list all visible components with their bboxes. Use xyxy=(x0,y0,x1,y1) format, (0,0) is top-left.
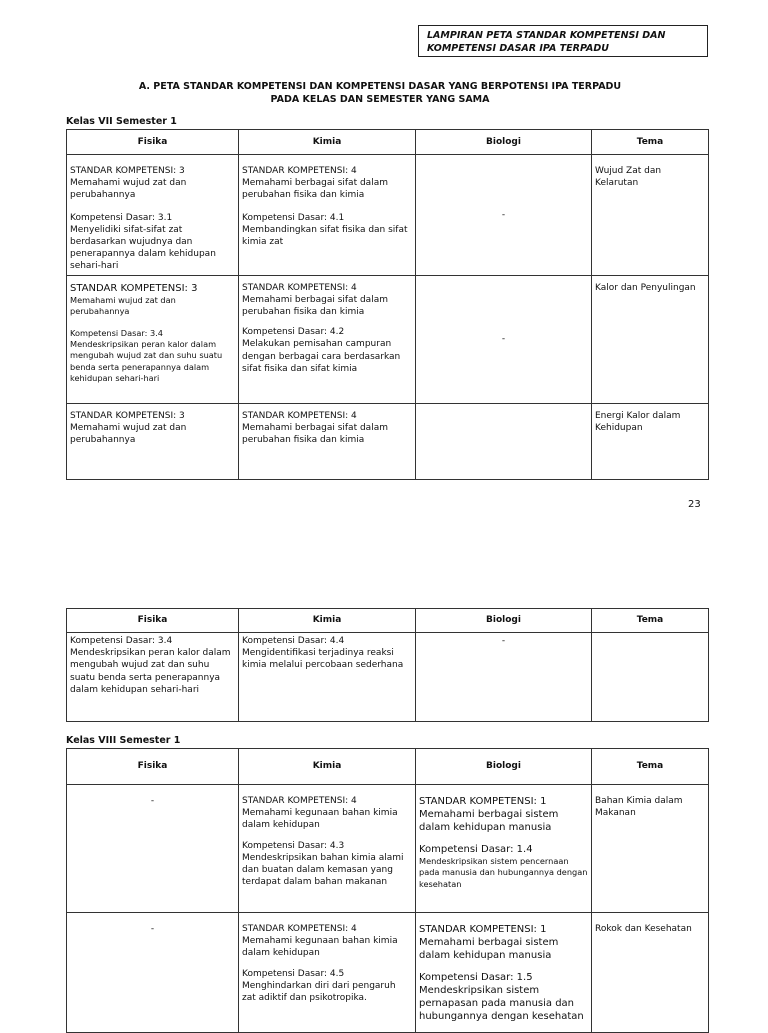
biologi-cell: - xyxy=(416,155,592,276)
appendix-title-line2: KOMPETENSI DASAR IPA TERPADU xyxy=(427,43,610,54)
fisika-cell xyxy=(67,275,239,403)
header-fisika: Fisika xyxy=(67,609,239,633)
continuation-table xyxy=(66,608,709,722)
table-row xyxy=(67,155,709,276)
kimia-cell xyxy=(239,275,416,403)
kd-text: Menyelidiki sifat-sifat zat berdasarkan wujudnya dan penerapannya dalam kehidupan sehari-hari xyxy=(70,224,216,272)
page-number: 23 xyxy=(688,499,701,510)
header-kimia: Kimia xyxy=(239,609,416,633)
fisika-cell: - xyxy=(67,913,239,1033)
fisika-cell xyxy=(67,633,239,722)
biologi-cell xyxy=(416,403,592,479)
kd-text: Mengidentifikasi terjadinya reaksi kimia melalui percobaan sederhana xyxy=(242,648,404,671)
tema-cell: Wujud Zat dan Kelarutan xyxy=(592,155,709,276)
header-fisika: Fisika xyxy=(67,749,239,785)
kd-label: Kompetensi Dasar: 1.5 xyxy=(419,971,533,983)
header-tema: Tema xyxy=(592,130,709,155)
kd-label: Kompetensi Dasar: 4.3 xyxy=(242,840,345,851)
kd-text: Mendeskripsikan sistem pencernaan pada manusia dan hubungannya dengan kesehatan xyxy=(419,855,588,889)
sk-text: Memahami berbagai sifat dalam perubahan fisika dan kimia xyxy=(242,178,388,201)
sk-label: STANDAR KOMPETENSI: 4 xyxy=(242,410,357,421)
kd-text: Mendeskripsikan peran kalor dalam mengubah wujud zat dan suhu suatu benda serta penerapannya dalam kehidupan sehari-hari xyxy=(70,339,223,384)
table-row xyxy=(67,913,709,1033)
sk-text: Memahami kegunaan bahan kimia dalam kehidupan xyxy=(242,936,398,959)
sk-text: Memahami kegunaan bahan kimia dalam kehidupan xyxy=(242,808,398,831)
kd-label: Kompetensi Dasar: 4.1 xyxy=(242,212,345,223)
table-header-row xyxy=(67,609,709,633)
kelas7-label: Kelas VII Semester 1 xyxy=(66,116,177,127)
tema-cell: Rokok dan Kesehatan xyxy=(592,913,709,1033)
biologi-cell xyxy=(416,913,592,1033)
kd-label: Kompetensi Dasar: 3.4 xyxy=(70,327,163,338)
fisika-cell: - xyxy=(67,785,239,913)
table-row xyxy=(67,785,709,913)
kd-text: Mendeskripsikan bahan kimia alami dan buatan dalam kemasan yang terdapat dalam bahan makanan xyxy=(242,852,404,888)
sk-text: Memahami berbagai sifat dalam perubahan fisika dan kimia xyxy=(242,294,388,318)
section-heading-line1: A. PETA STANDAR KOMPETENSI DAN KOMPETENSI DASAR YANG BERPOTENSI IPA TERPADU xyxy=(138,81,622,92)
tema-cell xyxy=(592,633,709,722)
tema-cell: Energi Kalor dalam Kehidupan xyxy=(592,403,709,479)
table-header-row xyxy=(67,130,709,155)
sk-text: Memahami berbagai sistem dalam kehidupan manusia xyxy=(419,937,559,962)
appendix-title-box xyxy=(418,25,708,57)
sk-label: STANDAR KOMPETENSI: 4 xyxy=(242,166,357,176)
sk-text: Memahami wujud zat dan perubahannya xyxy=(70,422,187,446)
sk-label: STANDAR KOMPETENSI: 3 xyxy=(70,410,185,421)
section-heading-line2: PADA KELAS DAN SEMESTER YANG SAMA xyxy=(270,94,490,105)
sk-text: Memahami berbagai sifat dalam perubahan fisika dan kimia xyxy=(242,422,388,446)
sk-label: STANDAR KOMPETENSI: 1 xyxy=(419,924,547,935)
kd-label: Kompetensi Dasar: 3.4 xyxy=(70,636,173,646)
header-biologi: Biologi xyxy=(416,749,592,785)
sk-label: STANDAR KOMPETENSI: 3 xyxy=(70,282,198,294)
table-row xyxy=(67,275,709,403)
kimia-cell xyxy=(239,155,416,276)
sk-text: Memahami wujud zat dan perubahannya xyxy=(70,178,187,201)
kimia-cell xyxy=(239,403,416,479)
kd-text: Melakukan pemisahan campuran dengan berbagai cara berdasarkan sifat fisika dan sifat kimia xyxy=(242,339,401,374)
kelas8-table xyxy=(66,748,709,1033)
kd-label: Kompetensi Dasar: 4.4 xyxy=(242,636,345,646)
tema-cell: Bahan Kimia dalam Makanan xyxy=(592,785,709,913)
header-tema: Tema xyxy=(592,749,709,785)
sk-text: Memahami berbagai sistem dalam kehidupan manusia xyxy=(419,809,559,834)
biologi-cell: - xyxy=(416,275,592,403)
tema-cell: Kalor dan Penyulingan xyxy=(592,275,709,403)
table-row xyxy=(67,403,709,479)
kimia-cell xyxy=(239,785,416,913)
table-header-row xyxy=(67,749,709,785)
kd-text: Membandingkan sifat fisika dan sifat kimia zat xyxy=(242,224,408,248)
sk-label: STANDAR KOMPETENSI: 4 xyxy=(242,282,357,293)
header-kimia: Kimia xyxy=(239,749,416,785)
biologi-cell: - xyxy=(416,633,592,722)
kimia-cell xyxy=(239,913,416,1033)
kd-label: Kompetensi Dasar: 3.1 xyxy=(70,212,173,223)
appendix-title-line1: LAMPIRAN PETA STANDAR KOMPETENSI DAN xyxy=(427,30,666,41)
biologi-cell xyxy=(416,785,592,913)
fisika-cell xyxy=(67,403,239,479)
kelas8-label: Kelas VIII Semester 1 xyxy=(66,735,181,746)
kimia-cell xyxy=(239,633,416,722)
header-tema: Tema xyxy=(592,609,709,633)
table-row xyxy=(67,633,709,722)
kelas7-table xyxy=(66,129,709,480)
header-kimia: Kimia xyxy=(239,130,416,155)
fisika-cell xyxy=(67,155,239,276)
header-fisika: Fisika xyxy=(67,130,239,155)
kd-label: Kompetensi Dasar: 1.4 xyxy=(419,843,533,855)
section-heading xyxy=(60,80,700,106)
kd-label: Kompetensi Dasar: 4.5 xyxy=(242,968,345,979)
kd-text: Mendeskripsikan sistem pernapasan pada manusia dan hubungannya dengan kesehatan xyxy=(419,984,584,1023)
sk-label: STANDAR KOMPETENSI: 3 xyxy=(70,166,185,176)
header-biologi: Biologi xyxy=(416,130,592,155)
sk-label: STANDAR KOMPETENSI: 4 xyxy=(242,924,357,934)
kd-text: Menghindarkan diri dari pengaruh zat adiktif dan psikotropika. xyxy=(242,980,396,1004)
sk-label: STANDAR KOMPETENSI: 4 xyxy=(242,796,357,806)
kd-text: Mendeskripsikan peran kalor dalam mengubah wujud zat dan suhu suatu benda serta penerapannya dalam kehidupan sehari-hari xyxy=(70,648,231,695)
sk-label: STANDAR KOMPETENSI: 1 xyxy=(419,796,547,807)
kd-label: Kompetensi Dasar: 4.2 xyxy=(242,327,345,338)
sk-text: Memahami wujud zat dan perubahannya xyxy=(70,294,176,317)
header-biologi: Biologi xyxy=(416,609,592,633)
